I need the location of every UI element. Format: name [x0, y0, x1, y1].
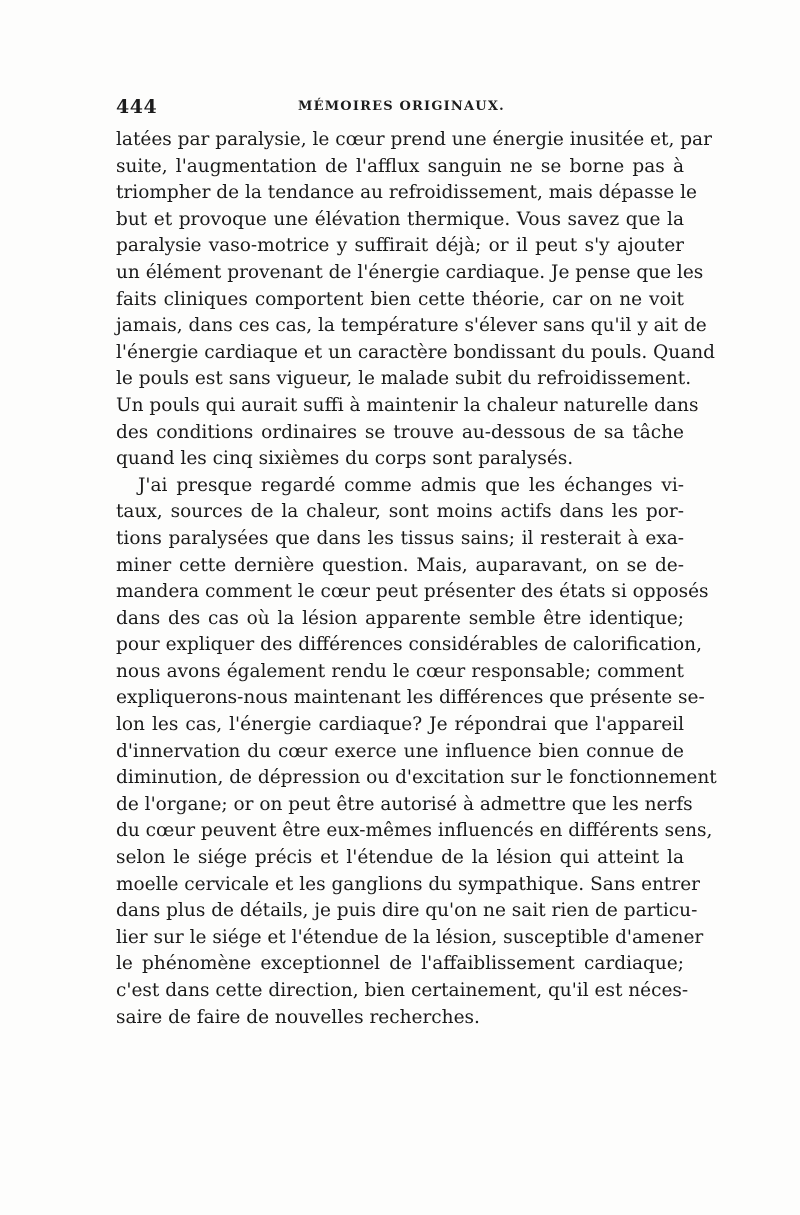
text-line: dans plus de détails, je puis dire qu'on ne sait rien de particu- [116, 900, 698, 922]
text-line: dans des cas où la lésion apparente semble être identique; [116, 607, 684, 629]
text-line: de l'organe; or on peut être autorisé à admettre que les nerfs [116, 793, 693, 815]
text-line: mandera comment le cœur peut présenter des états si opposés [116, 581, 709, 603]
running-title: MÉMOIRES ORIGINAUX. [298, 99, 505, 114]
text-line: lier sur le siége et l'étendue de la lésion, susceptible d'amener [116, 926, 704, 948]
text-line: faits cliniques comportent bien cette théorie, car on ne voit [116, 288, 684, 310]
paragraph-1 [116, 127, 715, 473]
text-line: paralysie vaso-motrice y suffirait déjà; or il peut s'y ajouter [116, 235, 684, 257]
text-line: saire de faire de nouvelles recherches. [116, 1006, 480, 1028]
text-line: expliquerons-nous maintenant les différences que présente se- [116, 687, 705, 709]
text-line: un élément provenant de l'énergie cardiaque. Je pense que les [116, 261, 704, 283]
page-header [116, 96, 684, 124]
page-number: 444 [116, 96, 158, 118]
text-line: jamais, dans ces cas, la température s'élever sans qu'il y ait de [116, 315, 707, 337]
text-line: J'ai presque regardé comme admis que les échanges vi- [138, 474, 684, 496]
text-line: du cœur peuvent être eux-mêmes influencés en différents sens, [116, 820, 713, 842]
text-line: selon le siége précis et l'étendue de la lésion qui atteint la [116, 847, 684, 869]
text-line: moelle cervicale et les ganglions du sympathique. Sans entrer [116, 873, 700, 895]
body-text [116, 127, 717, 1031]
paragraph-2 [116, 473, 717, 1031]
text-line: le phénomène exceptionnel de l'affaiblissement cardiaque; [116, 953, 684, 975]
text-line: diminution, de dépression ou d'excitation sur le fonctionnement [116, 767, 717, 789]
text-line: triompher de la tendance au refroidissement, mais dépasse le [116, 182, 697, 204]
text-line: Un pouls qui aurait suffi à maintenir la chaleur naturelle dans [116, 394, 699, 416]
text-line: but et provoque une élévation thermique. Vous savez que la [116, 208, 684, 230]
text-line: quand les cinq sixièmes du corps sont paralysés. [116, 448, 574, 470]
text-line: le pouls est sans vigueur, le malade subit du refroidissement. [116, 368, 692, 390]
text-line: pour expliquer des différences considérables de calorification, [116, 634, 702, 656]
text-line: tions paralysées que dans les tissus sains; il resterait à exa- [116, 527, 684, 549]
text-line: l'énergie cardiaque et un caractère bondissant du pouls. Quand [116, 341, 715, 363]
text-line: latées par paralysie, le cœur prend une énergie inusitée et, par [116, 129, 712, 150]
text-line: c'est dans cette direction, bien certainement, qu'il est néces- [116, 980, 689, 1001]
text-line: miner cette dernière question. Mais, auparavant, on se de- [116, 554, 684, 576]
text-line: lon les cas, l'énergie cardiaque? Je répondrai que l'appareil [116, 714, 684, 736]
text-line: d'innervation du cœur exerce une influence bien connue de [116, 740, 684, 762]
text-line: des conditions ordinaires se trouve au-dessous de sa tâche [116, 421, 684, 443]
text-line: taux, sources de la chaleur, sont moins actifs dans les por- [116, 501, 684, 523]
text-line: suite, l'augmentation de l'afflux sanguin ne se borne pas à [116, 155, 684, 177]
text-line: nous avons également rendu le cœur responsable; comment [116, 660, 684, 682]
